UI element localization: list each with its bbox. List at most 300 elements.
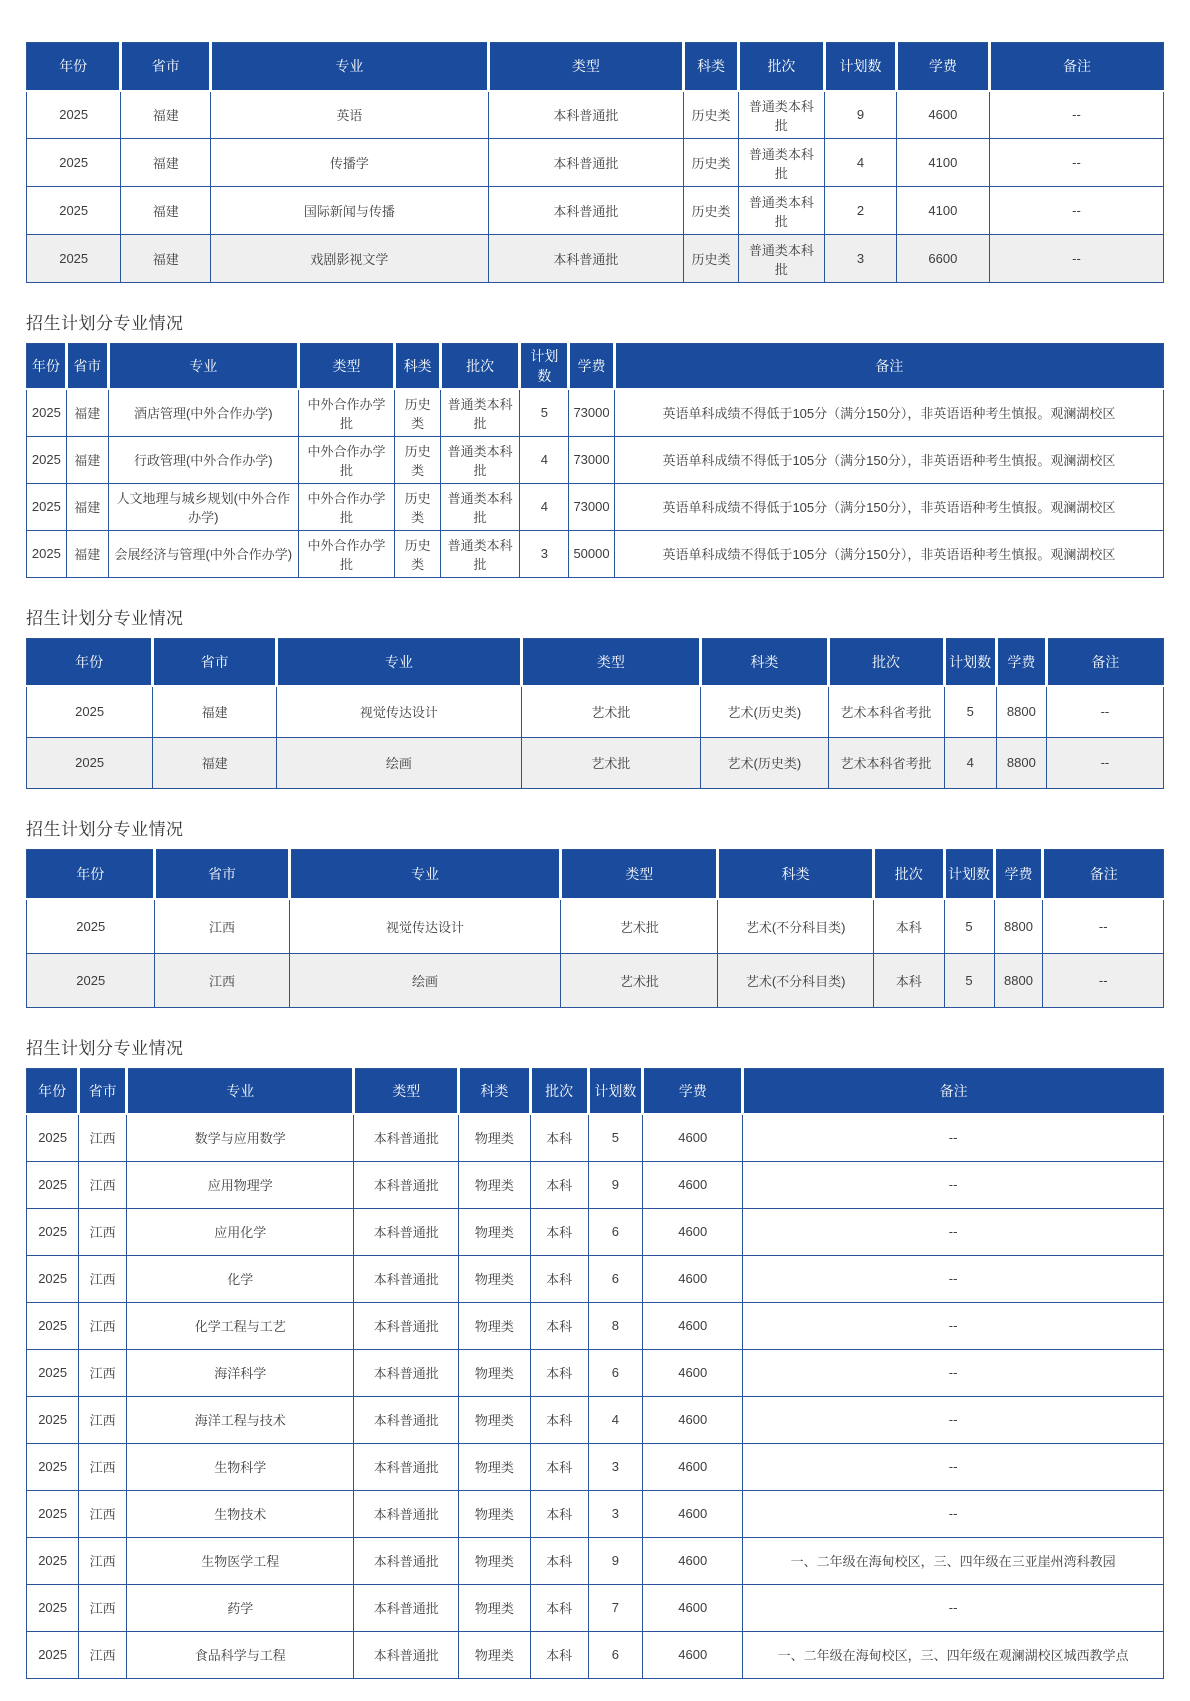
cell-subject: 艺术(不分科目类)	[718, 899, 874, 953]
cell-remark: 英语单科成绩不得低于105分（满分150分），非英语语种考生慎报。观澜湖校区	[614, 436, 1163, 483]
cell-year: 2025	[27, 1396, 79, 1443]
cell-province: 江西	[79, 1114, 127, 1161]
cell-tuition: 73000	[569, 436, 614, 483]
cell-subject: 物理类	[459, 1208, 531, 1255]
cell-batch: 本科	[530, 1349, 588, 1396]
column-header-year: 年份	[27, 344, 67, 390]
cell-subject: 历史类	[684, 235, 739, 283]
cell-province: 江西	[79, 1631, 127, 1678]
table-row	[27, 389, 1164, 436]
cell-subject: 历史类	[684, 187, 739, 235]
cell-plan-count: 9	[588, 1161, 643, 1208]
table-row	[27, 139, 1164, 187]
cell-major: 生物技术	[127, 1490, 354, 1537]
cell-remark: --	[743, 1490, 1164, 1537]
column-header-remark: 备注	[614, 344, 1163, 390]
cell-batch: 本科	[530, 1490, 588, 1537]
cell-type: 本科普通批	[354, 1631, 459, 1678]
cell-remark: 一、二年级在海甸校区，三、四年级在三亚崖州湾科教园	[743, 1537, 1164, 1584]
column-header-batch: 批次	[874, 849, 944, 899]
column-header-remark: 备注	[1043, 849, 1164, 899]
cell-subject: 历史类	[395, 483, 440, 530]
cell-tuition: 73000	[569, 483, 614, 530]
table-row	[27, 1208, 1164, 1255]
cell-type: 中外合作办学批	[298, 389, 395, 436]
cell-subject: 物理类	[459, 1114, 531, 1161]
cell-province: 江西	[79, 1396, 127, 1443]
column-header-province: 省市	[79, 1068, 127, 1114]
section-title: 招生计划分专业情况	[26, 608, 184, 628]
cell-province: 江西	[79, 1302, 127, 1349]
cell-major: 化学	[127, 1255, 354, 1302]
cell-type: 本科普通批	[354, 1208, 459, 1255]
cell-year: 2025	[27, 1490, 79, 1537]
table-row	[27, 235, 1164, 283]
cell-batch: 普通类本科批	[440, 530, 520, 577]
cell-year: 2025	[27, 1537, 79, 1584]
cell-plan-count: 9	[588, 1537, 643, 1584]
cell-type: 中外合作办学批	[298, 483, 395, 530]
cell-major: 海洋科学	[127, 1349, 354, 1396]
table-row	[27, 1114, 1164, 1161]
cell-province: 江西	[79, 1490, 127, 1537]
table-row	[27, 436, 1164, 483]
cell-year: 2025	[27, 1114, 79, 1161]
cell-batch: 普通类本科批	[738, 91, 824, 139]
cell-type: 中外合作办学批	[298, 530, 395, 577]
cell-year: 2025	[27, 737, 153, 788]
cell-tuition: 4600	[643, 1255, 743, 1302]
column-header-plan-count: 计划数	[588, 1068, 643, 1114]
cell-subject: 物理类	[459, 1302, 531, 1349]
cell-remark: --	[989, 139, 1163, 187]
column-header-major: 专业	[277, 638, 521, 686]
cell-type: 本科普通批	[488, 91, 684, 139]
cell-remark: --	[1046, 686, 1163, 737]
column-header-batch: 批次	[440, 344, 520, 390]
cell-plan-count: 5	[944, 686, 996, 737]
cell-tuition: 4600	[643, 1349, 743, 1396]
cell-province: 江西	[155, 899, 289, 953]
cell-remark: --	[989, 187, 1163, 235]
cell-type: 本科普通批	[354, 1396, 459, 1443]
cell-plan-count: 9	[825, 91, 897, 139]
cell-tuition: 4100	[896, 187, 989, 235]
table-row	[27, 1161, 1164, 1208]
table-row	[27, 1443, 1164, 1490]
cell-major: 海洋工程与技术	[127, 1396, 354, 1443]
cell-tuition: 8800	[996, 737, 1046, 788]
header-row	[27, 43, 1164, 91]
column-header-province: 省市	[155, 849, 289, 899]
column-header-plan-count: 计划数	[520, 344, 569, 390]
cell-major: 应用化学	[127, 1208, 354, 1255]
cell-year: 2025	[27, 1443, 79, 1490]
cell-plan-count: 6	[588, 1349, 643, 1396]
column-header-plan-count: 计划数	[825, 43, 897, 91]
cell-province: 福建	[121, 187, 211, 235]
cell-batch: 普通类本科批	[440, 483, 520, 530]
cell-major: 视觉传达设计	[289, 899, 561, 953]
cell-subject: 艺术(不分科目类)	[718, 953, 874, 1007]
column-header-tuition: 学费	[996, 638, 1046, 686]
plan-table-jiangxi-art-batch	[26, 849, 1164, 1008]
cell-remark: --	[1046, 737, 1163, 788]
header-row	[27, 849, 1164, 899]
column-header-tuition: 学费	[896, 43, 989, 91]
cell-subject: 艺术(历史类)	[701, 686, 828, 737]
cell-major: 绘画	[289, 953, 561, 1007]
cell-batch: 本科	[530, 1114, 588, 1161]
plan-table-jiangxi-general-batch	[26, 1068, 1164, 1679]
column-header-batch: 批次	[828, 638, 944, 686]
cell-major: 绘画	[277, 737, 521, 788]
column-header-major: 专业	[127, 1068, 354, 1114]
plan-table-fujian-art-batch	[26, 638, 1164, 789]
cell-remark: --	[743, 1208, 1164, 1255]
cell-tuition: 4600	[643, 1584, 743, 1631]
cell-batch: 本科	[874, 953, 944, 1007]
cell-major: 戏剧影视文学	[211, 235, 488, 283]
cell-province: 福建	[153, 686, 277, 737]
table-row	[27, 1349, 1164, 1396]
cell-plan-count: 3	[825, 235, 897, 283]
cell-batch: 本科	[530, 1208, 588, 1255]
cell-major: 药学	[127, 1584, 354, 1631]
cell-batch: 本科	[530, 1584, 588, 1631]
cell-plan-count: 3	[588, 1490, 643, 1537]
cell-year: 2025	[27, 139, 121, 187]
cell-tuition: 4600	[896, 91, 989, 139]
cell-province: 福建	[66, 530, 108, 577]
table-row	[27, 686, 1164, 737]
cell-subject: 物理类	[459, 1584, 531, 1631]
cell-plan-count: 5	[520, 389, 569, 436]
cell-type: 本科普通批	[488, 187, 684, 235]
column-header-year: 年份	[27, 1068, 79, 1114]
cell-tuition: 6600	[896, 235, 989, 283]
column-header-type: 类型	[488, 43, 684, 91]
cell-batch: 本科	[530, 1631, 588, 1678]
cell-type: 本科普通批	[354, 1443, 459, 1490]
cell-province: 福建	[66, 436, 108, 483]
cell-type: 本科普通批	[354, 1584, 459, 1631]
table-row	[27, 483, 1164, 530]
cell-province: 江西	[79, 1161, 127, 1208]
column-header-province: 省市	[153, 638, 277, 686]
cell-remark: --	[989, 91, 1163, 139]
cell-remark: --	[743, 1396, 1164, 1443]
cell-major: 人文地理与城乡规划(中外合作办学)	[108, 483, 298, 530]
cell-subject: 历史类	[395, 436, 440, 483]
cell-subject: 物理类	[459, 1161, 531, 1208]
cell-subject: 物理类	[459, 1443, 531, 1490]
cell-remark: --	[1043, 953, 1164, 1007]
cell-province: 福建	[66, 389, 108, 436]
cell-batch: 艺术本科省考批	[828, 737, 944, 788]
column-header-type: 类型	[298, 344, 395, 390]
cell-plan-count: 4	[944, 737, 996, 788]
cell-year: 2025	[27, 1208, 79, 1255]
cell-year: 2025	[27, 235, 121, 283]
cell-plan-count: 3	[520, 530, 569, 577]
cell-type: 艺术批	[521, 686, 701, 737]
column-header-batch: 批次	[530, 1068, 588, 1114]
table-row	[27, 1396, 1164, 1443]
cell-major: 生物科学	[127, 1443, 354, 1490]
table-row	[27, 1537, 1164, 1584]
cell-tuition: 4600	[643, 1208, 743, 1255]
cell-tuition: 8800	[994, 953, 1043, 1007]
cell-province: 福建	[121, 91, 211, 139]
cell-subject: 物理类	[459, 1396, 531, 1443]
cell-tuition: 73000	[569, 389, 614, 436]
cell-tuition: 4600	[643, 1443, 743, 1490]
cell-year: 2025	[27, 953, 155, 1007]
cell-subject: 历史类	[395, 389, 440, 436]
cell-year: 2025	[27, 686, 153, 737]
column-header-year: 年份	[27, 849, 155, 899]
cell-year: 2025	[27, 530, 67, 577]
cell-batch: 普通类本科批	[440, 436, 520, 483]
cell-type: 本科普通批	[354, 1349, 459, 1396]
cell-remark: 英语单科成绩不得低于105分（满分150分），非英语语种考生慎报。观澜湖校区	[614, 530, 1163, 577]
cell-tuition: 8800	[994, 899, 1043, 953]
plan-table-fujian-sino-foreign-batch	[26, 343, 1164, 578]
cell-batch: 艺术本科省考批	[828, 686, 944, 737]
cell-plan-count: 4	[520, 436, 569, 483]
cell-remark: --	[989, 235, 1163, 283]
cell-remark: --	[743, 1443, 1164, 1490]
cell-province: 福建	[121, 235, 211, 283]
cell-major: 应用物理学	[127, 1161, 354, 1208]
column-header-subject: 科类	[395, 344, 440, 390]
cell-plan-count: 2	[825, 187, 897, 235]
table-row	[27, 187, 1164, 235]
column-header-type: 类型	[521, 638, 701, 686]
column-header-remark: 备注	[989, 43, 1163, 91]
cell-tuition: 4600	[643, 1302, 743, 1349]
cell-year: 2025	[27, 483, 67, 530]
cell-batch: 本科	[530, 1443, 588, 1490]
column-header-province: 省市	[121, 43, 211, 91]
cell-remark: --	[743, 1302, 1164, 1349]
cell-major: 英语	[211, 91, 488, 139]
column-header-subject: 科类	[701, 638, 828, 686]
cell-province: 福建	[121, 139, 211, 187]
cell-year: 2025	[27, 436, 67, 483]
cell-subject: 物理类	[459, 1631, 531, 1678]
table-row	[27, 737, 1164, 788]
cell-major: 化学工程与工艺	[127, 1302, 354, 1349]
table-row	[27, 1302, 1164, 1349]
cell-tuition: 8800	[996, 686, 1046, 737]
cell-subject: 艺术(历史类)	[701, 737, 828, 788]
cell-province: 福建	[66, 483, 108, 530]
cell-major: 国际新闻与传播	[211, 187, 488, 235]
column-header-remark: 备注	[1046, 638, 1163, 686]
section-title: 招生计划分专业情况	[26, 1038, 184, 1058]
cell-plan-count: 5	[944, 899, 994, 953]
cell-plan-count: 6	[588, 1208, 643, 1255]
cell-type: 艺术批	[521, 737, 701, 788]
column-header-major: 专业	[211, 43, 488, 91]
cell-major: 传播学	[211, 139, 488, 187]
cell-remark: --	[743, 1584, 1164, 1631]
table-row	[27, 1255, 1164, 1302]
cell-batch: 普通类本科批	[440, 389, 520, 436]
column-header-year: 年份	[27, 43, 121, 91]
cell-remark: --	[743, 1255, 1164, 1302]
cell-province: 江西	[79, 1208, 127, 1255]
column-header-remark: 备注	[743, 1068, 1164, 1114]
cell-year: 2025	[27, 389, 67, 436]
cell-plan-count: 4	[520, 483, 569, 530]
cell-plan-count: 4	[588, 1396, 643, 1443]
table-row	[27, 1631, 1164, 1678]
cell-plan-count: 8	[588, 1302, 643, 1349]
column-header-batch: 批次	[738, 43, 824, 91]
cell-province: 江西	[155, 953, 289, 1007]
cell-type: 中外合作办学批	[298, 436, 395, 483]
cell-batch: 本科	[530, 1537, 588, 1584]
cell-type: 本科普通批	[354, 1490, 459, 1537]
cell-batch: 普通类本科批	[738, 187, 824, 235]
column-header-subject: 科类	[684, 43, 739, 91]
cell-type: 本科普通批	[488, 235, 684, 283]
header-row	[27, 344, 1164, 390]
cell-batch: 普通类本科批	[738, 235, 824, 283]
cell-subject: 物理类	[459, 1537, 531, 1584]
cell-remark: 英语单科成绩不得低于105分（满分150分），非英语语种考生慎报。观澜湖校区	[614, 389, 1163, 436]
cell-province: 江西	[79, 1349, 127, 1396]
table-row	[27, 91, 1164, 139]
cell-batch: 本科	[874, 899, 944, 953]
cell-remark: 英语单科成绩不得低于105分（满分150分），非英语语种考生慎报。观澜湖校区	[614, 483, 1163, 530]
cell-subject: 历史类	[684, 139, 739, 187]
cell-year: 2025	[27, 1161, 79, 1208]
header-row	[27, 638, 1164, 686]
cell-tuition: 4600	[643, 1631, 743, 1678]
cell-subject: 历史类	[395, 530, 440, 577]
column-header-tuition: 学费	[994, 849, 1043, 899]
cell-remark: --	[1043, 899, 1164, 953]
cell-major: 行政管理(中外合作办学)	[108, 436, 298, 483]
cell-plan-count: 4	[825, 139, 897, 187]
tables-root	[26, 42, 1164, 1679]
cell-subject: 物理类	[459, 1349, 531, 1396]
cell-plan-count: 6	[588, 1631, 643, 1678]
cell-tuition: 50000	[569, 530, 614, 577]
cell-plan-count: 3	[588, 1443, 643, 1490]
column-header-tuition: 学费	[643, 1068, 743, 1114]
cell-major: 数学与应用数学	[127, 1114, 354, 1161]
cell-major: 酒店管理(中外合作办学)	[108, 389, 298, 436]
cell-major: 食品科学与工程	[127, 1631, 354, 1678]
cell-subject: 历史类	[684, 91, 739, 139]
cell-type: 艺术批	[561, 953, 718, 1007]
cell-type: 本科普通批	[354, 1302, 459, 1349]
cell-province: 江西	[79, 1537, 127, 1584]
cell-tuition: 4600	[643, 1396, 743, 1443]
column-header-plan-count: 计划数	[944, 638, 996, 686]
cell-year: 2025	[27, 1349, 79, 1396]
cell-subject: 物理类	[459, 1255, 531, 1302]
cell-subject: 物理类	[459, 1490, 531, 1537]
table-row	[27, 899, 1164, 953]
cell-batch: 本科	[530, 1396, 588, 1443]
column-header-subject: 科类	[459, 1068, 531, 1114]
cell-tuition: 4600	[643, 1490, 743, 1537]
cell-batch: 本科	[530, 1255, 588, 1302]
cell-major: 生物医学工程	[127, 1537, 354, 1584]
cell-plan-count: 6	[588, 1255, 643, 1302]
column-header-province: 省市	[66, 344, 108, 390]
cell-plan-count: 5	[944, 953, 994, 1007]
cell-tuition: 4600	[643, 1114, 743, 1161]
column-header-type: 类型	[561, 849, 718, 899]
cell-year: 2025	[27, 1631, 79, 1678]
cell-major: 会展经济与管理(中外合作办学)	[108, 530, 298, 577]
cell-tuition: 4600	[643, 1537, 743, 1584]
cell-tuition: 4600	[643, 1161, 743, 1208]
cell-batch: 本科	[530, 1302, 588, 1349]
plan-table-fujian-general-batch	[26, 42, 1164, 283]
cell-type: 本科普通批	[354, 1537, 459, 1584]
column-header-year: 年份	[27, 638, 153, 686]
section-title: 招生计划分专业情况	[26, 819, 184, 839]
cell-type: 艺术批	[561, 899, 718, 953]
column-header-subject: 科类	[718, 849, 874, 899]
cell-year: 2025	[27, 1584, 79, 1631]
table-row	[27, 953, 1164, 1007]
table-row	[27, 1490, 1164, 1537]
cell-remark: --	[743, 1349, 1164, 1396]
column-header-type: 类型	[354, 1068, 459, 1114]
column-header-major: 专业	[108, 344, 298, 390]
cell-type: 本科普通批	[354, 1114, 459, 1161]
section-title: 招生计划分专业情况	[26, 314, 184, 333]
cell-province: 江西	[79, 1584, 127, 1631]
cell-batch: 本科	[530, 1161, 588, 1208]
cell-year: 2025	[27, 1302, 79, 1349]
cell-remark: --	[743, 1114, 1164, 1161]
cell-year: 2025	[27, 187, 121, 235]
cell-plan-count: 7	[588, 1584, 643, 1631]
cell-batch: 普通类本科批	[738, 139, 824, 187]
cell-province: 江西	[79, 1255, 127, 1302]
cell-year: 2025	[27, 1255, 79, 1302]
cell-province: 江西	[79, 1443, 127, 1490]
table-row	[27, 1584, 1164, 1631]
table-row	[27, 530, 1164, 577]
cell-type: 本科普通批	[354, 1255, 459, 1302]
cell-remark: 一、二年级在海甸校区，三、四年级在观澜湖校区城西教学点	[743, 1631, 1164, 1678]
cell-year: 2025	[27, 91, 121, 139]
cell-province: 福建	[153, 737, 277, 788]
header-row	[27, 1068, 1164, 1114]
cell-remark: --	[743, 1161, 1164, 1208]
column-header-plan-count: 计划数	[944, 849, 994, 899]
cell-plan-count: 5	[588, 1114, 643, 1161]
cell-type: 本科普通批	[488, 139, 684, 187]
column-header-major: 专业	[289, 849, 561, 899]
column-header-tuition: 学费	[569, 344, 614, 390]
cell-year: 2025	[27, 899, 155, 953]
cell-tuition: 4100	[896, 139, 989, 187]
cell-type: 本科普通批	[354, 1161, 459, 1208]
cell-major: 视觉传达设计	[277, 686, 521, 737]
